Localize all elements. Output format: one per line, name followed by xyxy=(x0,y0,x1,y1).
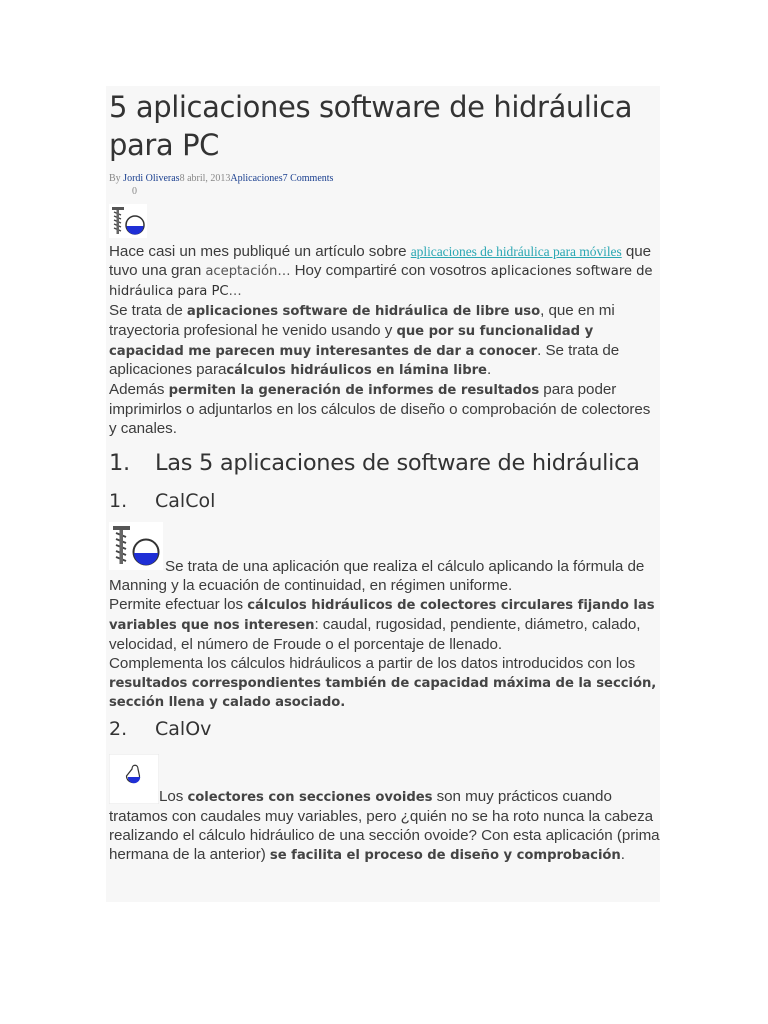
calcol-paragraph-1: Se trata de una aplicación que realiza el cálculo aplicando la fórmula de Manning y la ecuación de continuidad, en régimen uniforme. xyxy=(109,558,645,594)
calov-block xyxy=(109,754,660,866)
meta-date: 8 abril, 2013 xyxy=(179,173,231,184)
calcol-block xyxy=(109,522,660,596)
section-title: Las 5 aplicaciones de software de hidráulica xyxy=(155,450,640,477)
screw-and-flask-icon xyxy=(109,204,147,238)
calov-title: CalOv xyxy=(155,718,212,741)
author-link[interactable]: Jordi Oliveras xyxy=(123,173,180,184)
section-number: 1. xyxy=(109,450,130,477)
share-counter: 0 xyxy=(132,186,137,197)
article xyxy=(106,86,660,902)
comments-link[interactable]: 7 Comments xyxy=(282,173,334,184)
calcol-paragraph-2: Permite efectuar los cálculos hidráulicos de colectores circulares fijando las variables que nos interesen: caudal, rugosidad, pendiente, diámetro, calado, velocidad, el número de Froude o el porcentaje de llenado. xyxy=(109,595,655,653)
article-title: 5 aplicaciones software de hidráulica para PC xyxy=(109,90,633,162)
calcol-number: 1. xyxy=(109,490,128,513)
screw-and-flask-icon xyxy=(109,522,163,570)
calov-paragraph-1: Los colectores con secciones ovoides son muy prácticos cuando tratamos con caudales muy variables, pero ¿quién no se ha roto nunca la cabeza realizando el cálculo hidráulico de una sección ovoide? Con esta aplicación (prima hermana de la anterior) se facilita el proceso de diseño y comprobación. xyxy=(109,788,660,864)
calcol-title: CalCol xyxy=(155,490,216,513)
meta-by: By xyxy=(109,173,124,184)
article-meta xyxy=(109,172,660,185)
calov-heading xyxy=(109,716,660,742)
ovoid-section-icon xyxy=(109,754,159,804)
mobile-apps-link[interactable]: aplicaciones de hidráulica para móviles xyxy=(410,244,622,259)
calcol-heading xyxy=(109,488,660,514)
calcol-small-logo xyxy=(109,204,660,243)
intro-paragraph-3: Además permiten la generación de informes de resultados para poder imprimirlos o adjuntarlos en los cálculos de diseño o comprobación de colectores y canales. xyxy=(109,381,651,438)
intro-paragraph-2: Se trata de aplicaciones software de hidráulica de libre uso, que en mi trayectoria profesional he venido usando y que por su funcionalidad y capacidad me parecen muy interesantes de dar a conocer. Se trata de aplicaciones paracálculos hidráulicos en lámina libre. xyxy=(109,301,620,379)
category-link[interactable]: Aplicaciones xyxy=(230,173,283,184)
intro-paragraph-1: Hace casi un mes publiqué un artículo sobre aplicaciones de hidráulica para móviles que tuvo una gran aceptación… Hoy compartiré con vosotros aplicaciones software de hidráulica para PC… xyxy=(109,243,653,299)
section-heading-1 xyxy=(109,449,660,477)
calov-number: 2. xyxy=(109,718,128,741)
calcol-paragraph-3: Complementa los cálculos hidráulicos a partir de los datos introducidos con los resultados correspondientes también de capacidad máxima de la sección, sección llena y calado asociado. xyxy=(109,654,657,711)
